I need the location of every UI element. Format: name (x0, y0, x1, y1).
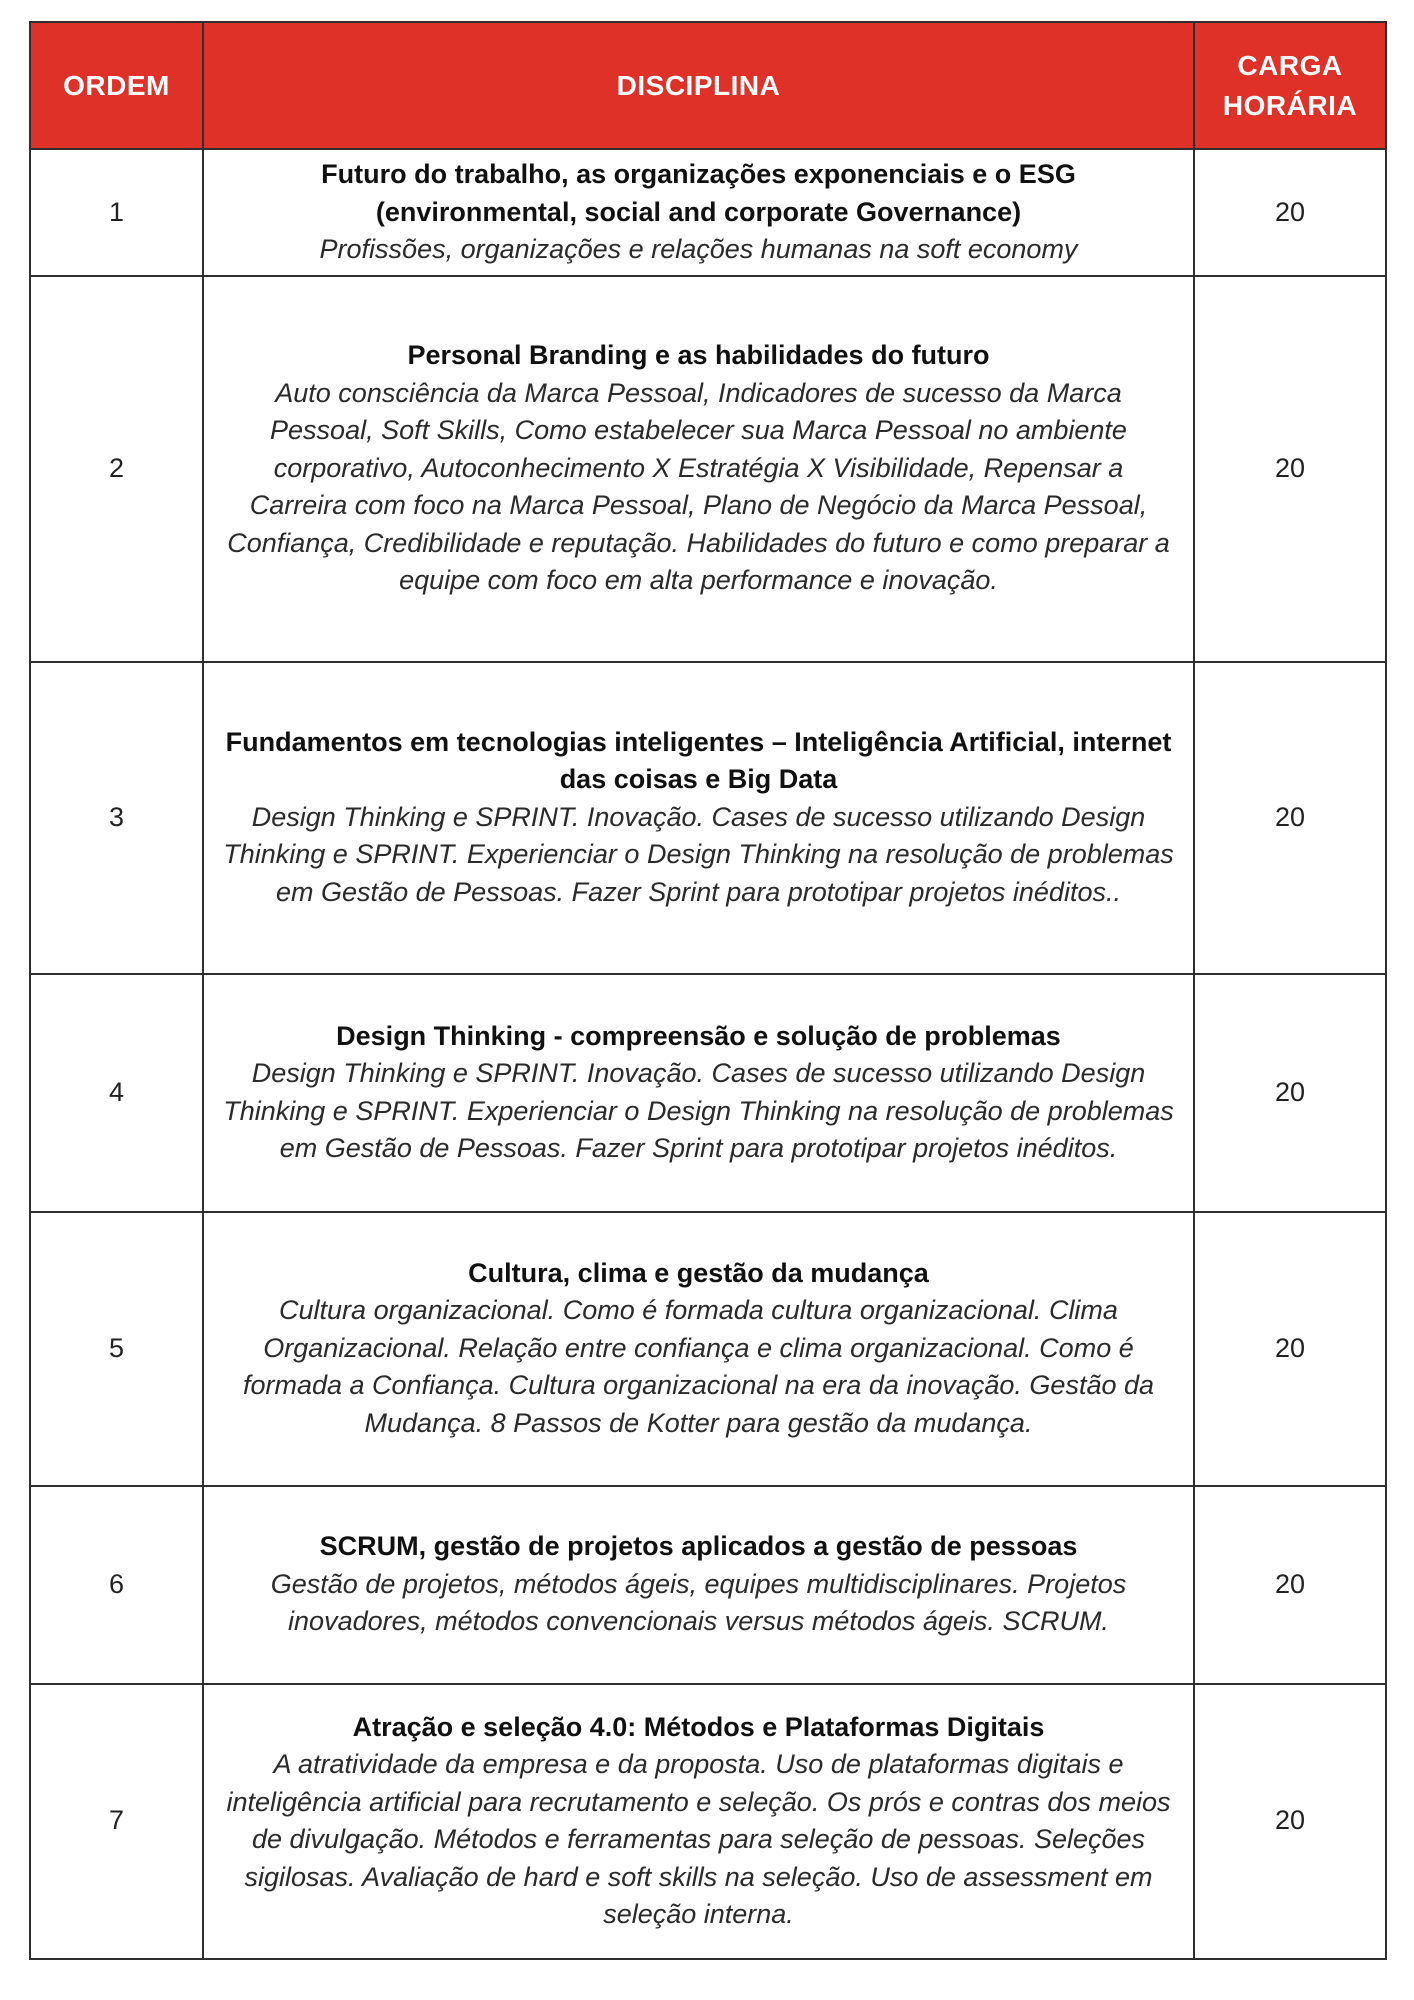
header-disciplina: DISCIPLINA (203, 22, 1194, 149)
row-ordem: 4 (30, 974, 203, 1212)
row-disciplina (203, 276, 1194, 662)
row-carga: 20 (1194, 276, 1386, 662)
row-carga: 20 (1194, 662, 1386, 974)
discipline-title: Personal Branding e as habilidades do futuro (407, 340, 990, 371)
table-row (30, 1486, 1386, 1684)
discipline-title: Futuro do trabalho, as organizações exponenciais e o ESG (environmental, social and corporate Governance) (321, 159, 1076, 227)
discipline-description: Cultura organizacional. Como é formada cultura organizacional. Clima Organizacional. Relação entre confiança e clima organizacional. Como é formada a Confiança. Cultura organizacional na era da inovação. Gestão da Mudança. 8 Passos de Kotter para gestão da mudança. (242, 1295, 1155, 1438)
discipline-title: Cultura, clima e gestão da mudança (468, 1257, 929, 1288)
discipline-description: Profissões, organizações e relações humanas na soft economy (319, 234, 1078, 264)
header-carga-line1: CARGA (1237, 49, 1343, 81)
row-disciplina (203, 1212, 1194, 1486)
row-carga: 20 (1194, 1684, 1386, 1959)
table-row (30, 662, 1386, 974)
row-disciplina (203, 974, 1194, 1212)
table-row (30, 974, 1386, 1212)
row-disciplina (203, 662, 1194, 974)
row-carga: 20 (1194, 1486, 1386, 1684)
header-row (30, 22, 1386, 149)
discipline-description: A atratividade da empresa e da proposta. Uso de plataformas digitais e inteligência artificial para recrutamento e seleção. Os prós e contras dos meios de divulgação. Métodos e ferramentas para seleção de pessoas. Seleções sigilosas. Avaliação de hard e soft skills na seleção. Uso de assessment em seleção interna. (226, 1749, 1171, 1929)
table-row (30, 149, 1386, 276)
row-ordem: 1 (30, 149, 203, 276)
row-ordem: 3 (30, 662, 203, 974)
table-row (30, 1212, 1386, 1486)
header-carga-horaria (1194, 22, 1386, 149)
discipline-title: SCRUM, gestão de projetos aplicados a gestão de pessoas (319, 1531, 1078, 1562)
table-row (30, 1684, 1386, 1959)
discipline-title: Atração e seleção 4.0: Métodos e Plataformas Digitais (352, 1711, 1045, 1742)
row-carga: 20 (1194, 1212, 1386, 1486)
row-carga: 20 (1194, 149, 1386, 276)
discipline-description: Design Thinking e SPRINT. Inovação. Cases de sucesso utilizando Design Thinking e SPRINT. Experienciar o Design Thinking na resolução de problemas em Gestão de Pessoas. Fazer Sprint para prototipar projetos inéditos. (223, 1058, 1174, 1163)
discipline-description: Gestão de projetos, métodos ágeis, equipes multidisciplinares. Projetos inovadores, métodos convencionais versus métodos ágeis. SCRUM. (270, 1568, 1127, 1637)
row-ordem: 5 (30, 1212, 203, 1486)
header-carga-line2: HORÁRIA (1222, 89, 1358, 121)
row-ordem: 7 (30, 1684, 203, 1959)
row-disciplina (203, 1684, 1194, 1959)
row-carga: 20 (1194, 974, 1386, 1212)
row-ordem: 6 (30, 1486, 203, 1684)
header-ordem: ORDEM (30, 22, 203, 149)
discipline-title: Fundamentos em tecnologias inteligentes – Inteligência Artificial, internet das coisas e Big Data (225, 726, 1172, 795)
table-row (30, 276, 1386, 662)
row-disciplina (203, 149, 1194, 276)
discipline-description: Auto consciência da Marca Pessoal, Indicadores de sucesso da Marca Pessoal, Soft Skills, Como estabelecer sua Marca Pessoal no ambiente corporativo, Autoconhecimento X Estratégia X Visibilidade, Repensar a Carreira com foco na Marca Pessoal, Plano de Negócio da Marca Pessoal, Confiança, Credibilidade e reputação. Habilidades do futuro e como preparar a equipe com foco em alta performance e inovação. (227, 377, 1170, 596)
discipline-title: Design Thinking - compreensão e solução de problemas (336, 1020, 1061, 1051)
curriculum-table (29, 21, 1387, 1960)
discipline-description: Design Thinking e SPRINT. Inovação. Cases de sucesso utilizando Design Thinking e SPRINT. Experienciar o Design Thinking na resolução de problemas em Gestão de Pessoas. Fazer Sprint para prototipar projetos inéditos.. (223, 801, 1174, 907)
row-disciplina (203, 1486, 1194, 1684)
row-ordem: 2 (30, 276, 203, 662)
